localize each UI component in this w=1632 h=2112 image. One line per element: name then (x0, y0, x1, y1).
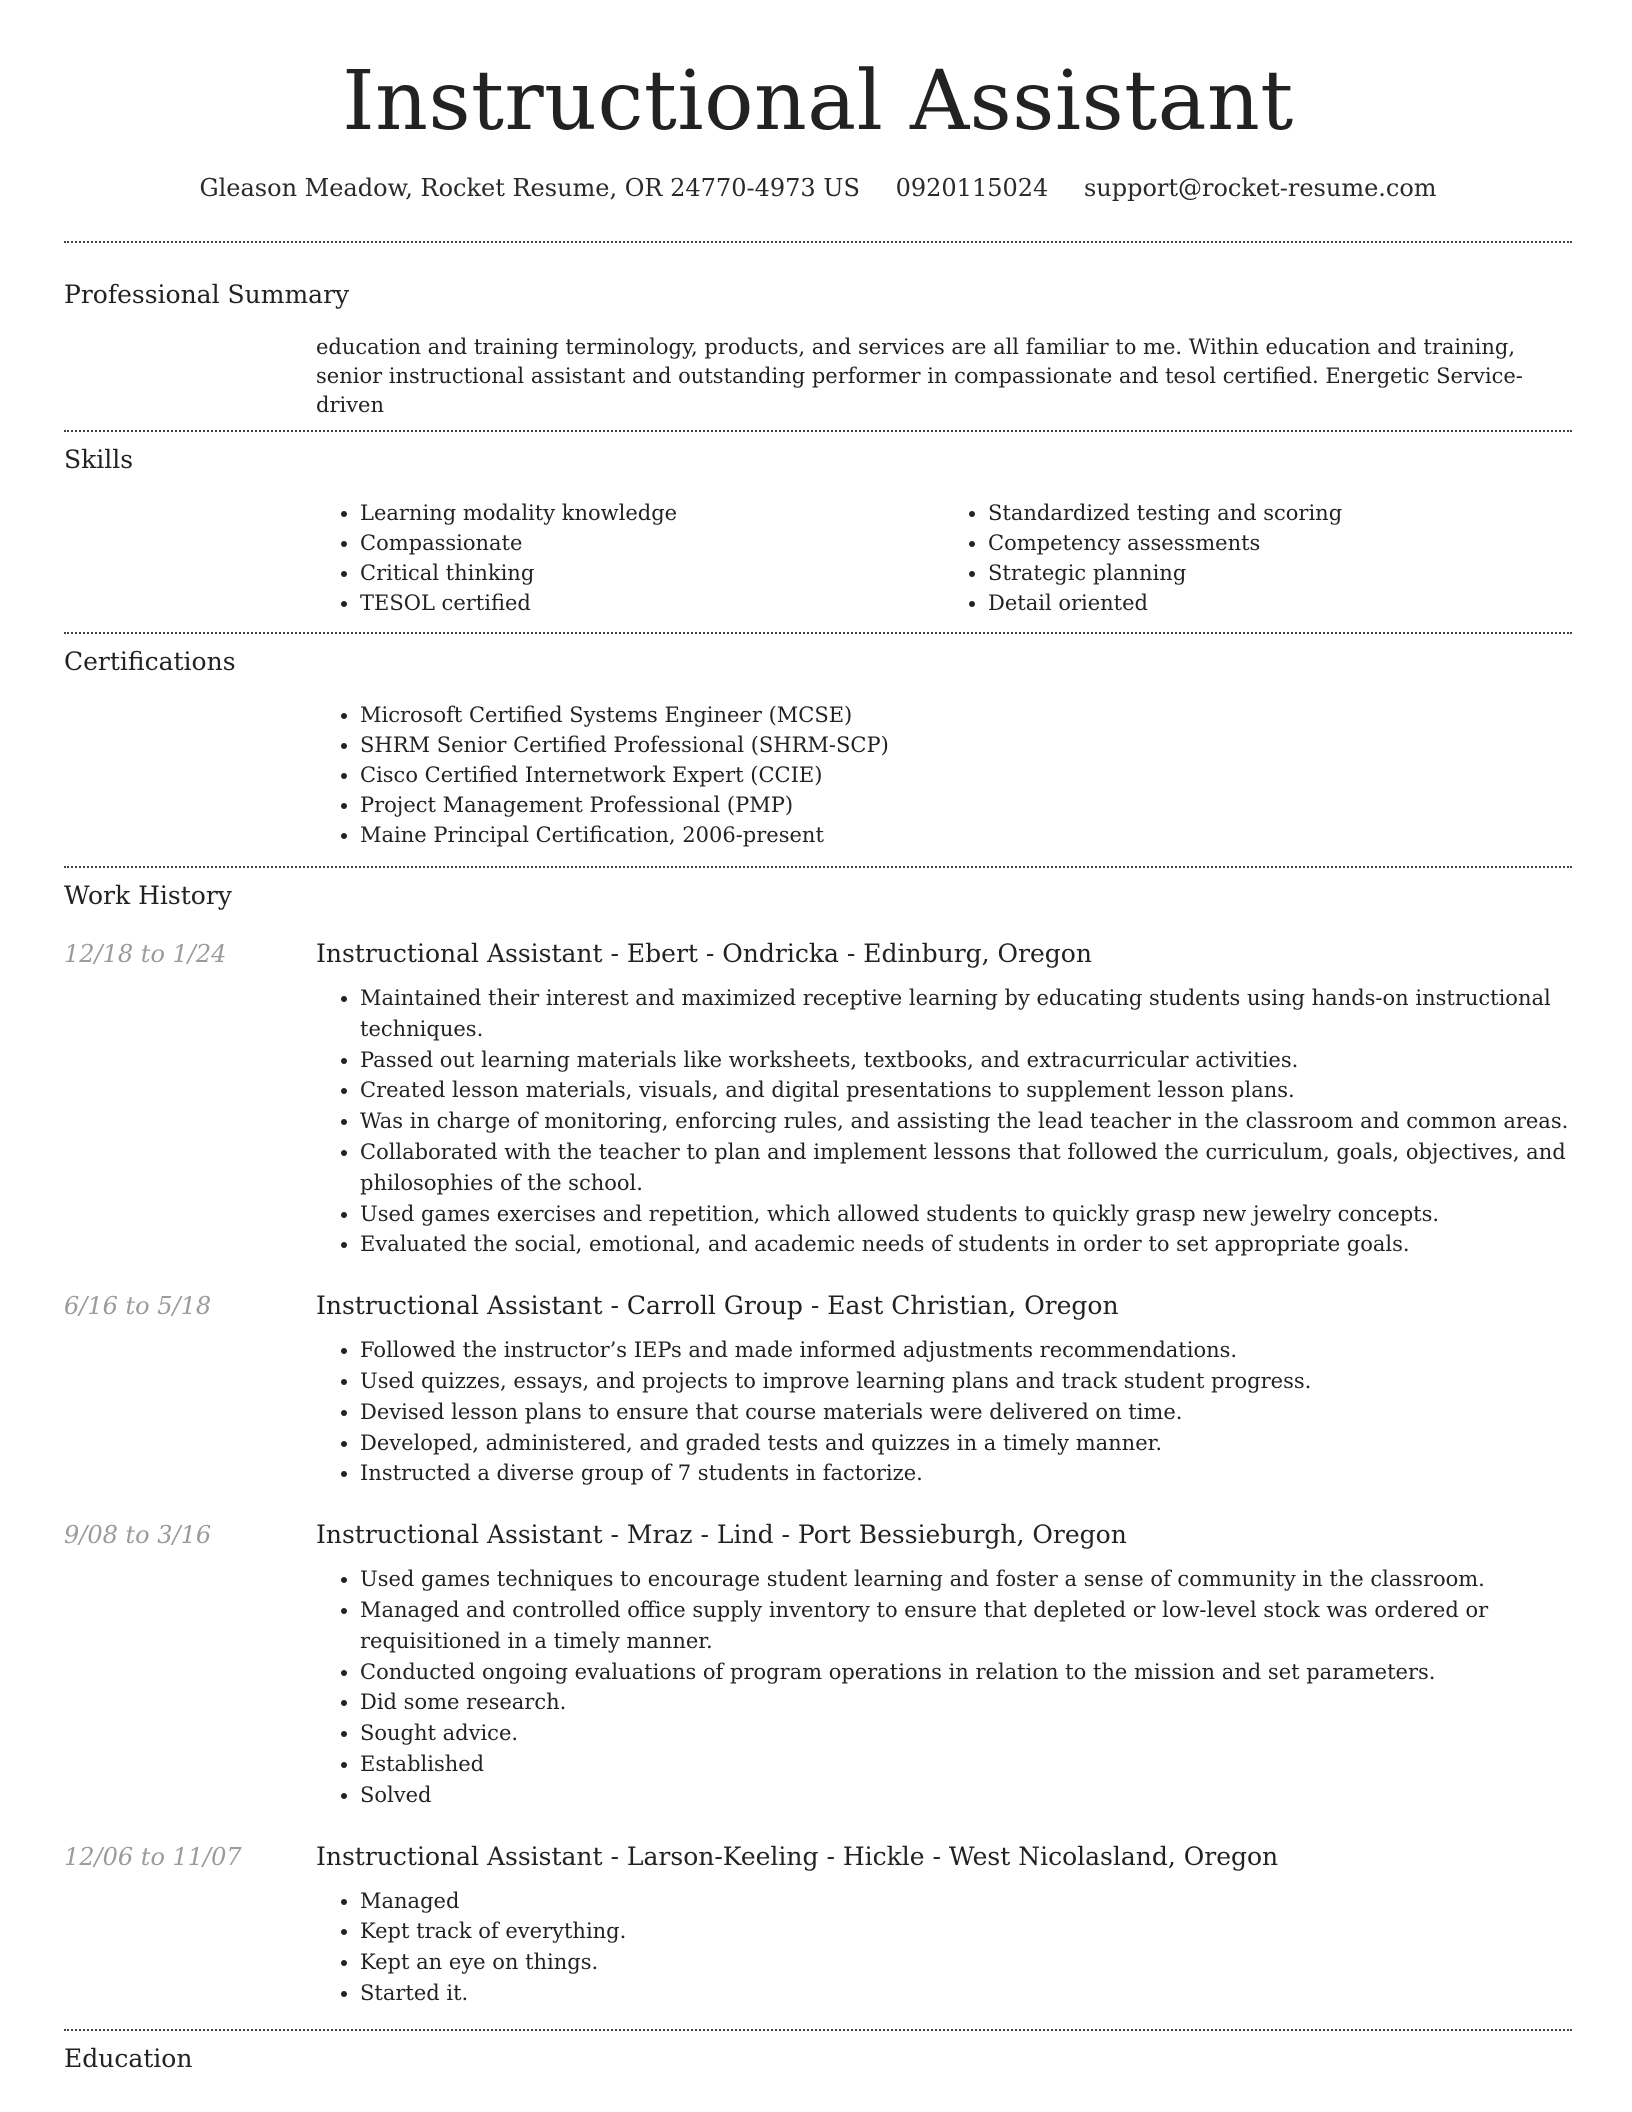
summary-heading: Professional Summary (64, 280, 350, 309)
job-entry (64, 1290, 1572, 1489)
section-divider (64, 632, 1572, 634)
resume-page (64, 0, 1572, 2112)
certification-item: • Cisco Certified Internetwork Expert (CCIE) (360, 760, 1572, 790)
certifications-section (64, 646, 1572, 850)
skill-item: • Standardized testing and scoring (988, 498, 1572, 528)
job-bullet: • Established (360, 1749, 1572, 1780)
skill-item: • Strategic planning (988, 558, 1572, 588)
job-bullet: • Followed the instructor’s IEPs and made informed adjustments recommendations. (360, 1335, 1572, 1366)
job-body (316, 1519, 1572, 1810)
contact-email: support@rocket-resume.com (1083, 174, 1437, 202)
job-bullet: • Used games exercises and repetition, which allowed students to quickly grasp new jewelry concepts. (360, 1199, 1572, 1230)
job-bullet-list (316, 1335, 1572, 1489)
certification-item: • SHRM Senior Certified Professional (SHRM-SCP) (360, 730, 1572, 760)
section-divider (64, 430, 1572, 432)
job-body (316, 938, 1572, 1260)
job-bullet-list (316, 1564, 1572, 1810)
certifications-heading: Certifications (64, 647, 236, 676)
job-bullet: • Devised lesson plans to ensure that course materials were delivered on time. (360, 1397, 1572, 1428)
job-bullet: • Used quizzes, essays, and projects to improve learning plans and track student progress. (360, 1366, 1572, 1397)
job-entry (64, 938, 1572, 1260)
job-bullet: • Developed, administered, and graded tests and quizzes in a timely manner. (360, 1428, 1572, 1459)
summary-text: education and training terminology, products, and services are all familiar to me. Within education and training, senior instructional assistant and outstanding performer in compassionate and tesol certified. Energetic Service-driven (316, 335, 1523, 417)
skill-item: • Detail oriented (988, 588, 1572, 618)
section-divider (64, 2029, 1572, 2031)
job-bullet: • Solved (360, 1780, 1572, 1811)
job-title: Instructional Assistant - Mraz - Lind - Port Bessieburgh, Oregon (316, 1520, 1127, 1550)
job-bullet: • Did some research. (360, 1687, 1572, 1718)
skill-item: • Compassionate (360, 528, 944, 558)
work-history-section (64, 880, 1572, 2009)
job-title: Instructional Assistant - Larson-Keeling - Hickle - West Nicolasland, Oregon (316, 1841, 1279, 1871)
work-history-heading: Work History (64, 881, 232, 910)
skills-columns (316, 498, 1572, 618)
section-divider (64, 866, 1572, 868)
job-bullet: • Maintained their interest and maximized receptive learning by educating students using hands-on instructional techniques. (360, 983, 1572, 1045)
skill-item: • Learning modality knowledge (360, 498, 944, 528)
section-divider (64, 241, 1572, 243)
job-body (316, 1290, 1572, 1489)
skill-item: • Critical thinking (360, 558, 944, 588)
job-bullet: • Kept an eye on things. (360, 1947, 1572, 1978)
job-bullet: • Managed and controlled office supply inventory to ensure that depleted or low-level stock was ordered or requisitioned in a timely manner. (360, 1595, 1572, 1657)
certification-item: • Microsoft Certified Systems Engineer (MCSE) (360, 700, 1572, 730)
skills-list-right (944, 498, 1572, 618)
job-bullet: • Passed out learning materials like worksheets, textbooks, and extracurricular activities. (360, 1045, 1572, 1076)
skill-item: • Competency assessments (988, 528, 1572, 558)
job-bullet: • Conducted ongoing evaluations of program operations in relation to the mission and set parameters. (360, 1657, 1572, 1688)
job-bullet-list (316, 983, 1572, 1260)
skills-heading: Skills (64, 445, 134, 474)
contact-address: Gleason Meadow, Rocket Resume, OR 24770-4973 US (199, 174, 860, 202)
skill-item: • TESOL certified (360, 588, 944, 618)
skills-list-left (316, 498, 944, 618)
job-bullet: • Was in charge of monitoring, enforcing rules, and assisting the lead teacher in the classroom and common areas. (360, 1106, 1572, 1137)
job-bullet-list (316, 1886, 1572, 2009)
job-bullet: • Used games techniques to encourage student learning and foster a sense of community in the classroom. (360, 1564, 1572, 1595)
job-bullet: • Created lesson materials, visuals, and digital presentations to supplement lesson plans. (360, 1075, 1572, 1106)
summary-section (64, 279, 1572, 420)
certification-item: • Maine Principal Certification, 2006-present (360, 820, 1572, 850)
skills-section (64, 444, 1572, 618)
job-bullet: • Instructed a diverse group of 7 students in factorize. (360, 1458, 1572, 1489)
job-bullet: • Kept track of everything. (360, 1916, 1572, 1947)
certification-item: • Project Management Professional (PMP) (360, 790, 1572, 820)
job-bullet: • Evaluated the social, emotional, and academic needs of students in order to set appropriate goals. (360, 1229, 1572, 1260)
job-bullet: • Managed (360, 1886, 1572, 1917)
job-title: Instructional Assistant - Ebert - Ondricka - Edinburg, Oregon (316, 939, 1092, 968)
candidate-name: Instructional Assistant (342, 54, 1294, 149)
contact-phone: 0920115024 (895, 174, 1049, 202)
education-section (64, 2043, 1572, 2075)
job-entry (64, 1519, 1572, 1810)
job-bullet: • Sought advice. (360, 1718, 1572, 1749)
job-title: Instructional Assistant - Carroll Group - East Christian, Oregon (316, 1291, 1119, 1321)
job-dates: 12/18 to 1/24 (64, 940, 227, 968)
certifications-content (316, 700, 1572, 850)
job-dates: 6/16 to 5/18 (64, 1292, 212, 1321)
job-body (316, 1841, 1572, 2009)
contact-line (64, 172, 1572, 204)
job-entry (64, 1841, 1572, 2009)
job-bullet: • Collaborated with the teacher to plan and implement lessons that followed the curriculum, goals, objectives, and philosophies of the school. (360, 1137, 1572, 1199)
certifications-list (316, 700, 1572, 850)
education-heading: Education (64, 2043, 193, 2073)
job-bullet: • Started it. (360, 1978, 1572, 2009)
job-dates: 12/06 to 11/07 (64, 1842, 242, 1871)
job-dates: 9/08 to 3/16 (64, 1521, 212, 1550)
